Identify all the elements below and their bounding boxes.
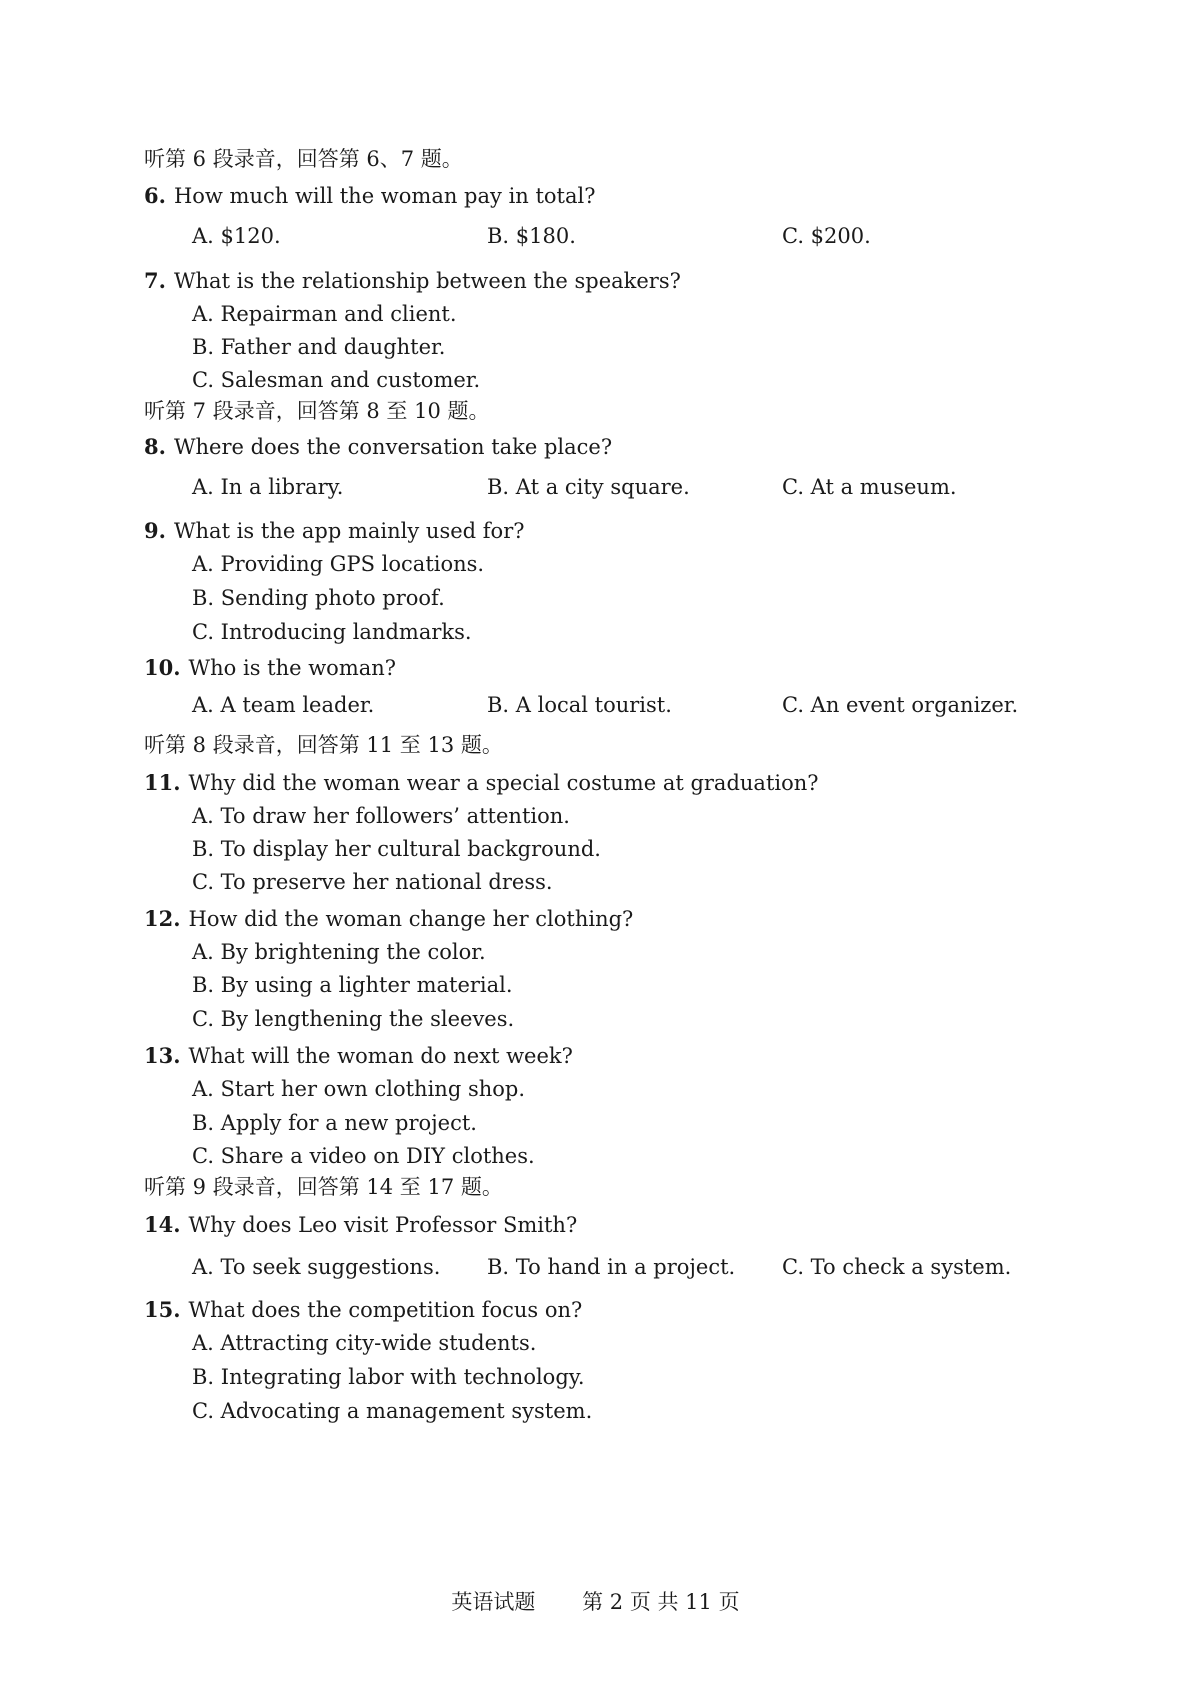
question-text: Where does the conversation take place? xyxy=(173,435,613,459)
option-8a: A. In a library. xyxy=(192,475,344,499)
question-14 xyxy=(144,1212,577,1238)
option-8b: B. At a city square. xyxy=(487,475,690,499)
option-14c: C. To check a system. xyxy=(782,1255,1012,1279)
footer-title: 英语试题 xyxy=(451,1590,536,1614)
option-15a: A. Attracting city-wide students. xyxy=(192,1331,537,1355)
question-number: 11. xyxy=(144,770,181,795)
question-number: 9. xyxy=(144,518,166,543)
question-13 xyxy=(144,1043,573,1069)
question-6 xyxy=(144,183,596,209)
option-9b: B. Sending photo proof. xyxy=(192,586,445,610)
question-8 xyxy=(144,434,612,460)
question-15 xyxy=(144,1297,582,1323)
question-number: 8. xyxy=(144,434,166,459)
question-number: 10. xyxy=(144,655,181,680)
question-10 xyxy=(144,655,396,681)
option-7a: A. Repairman and client. xyxy=(192,302,457,326)
option-10b: B. A local tourist. xyxy=(487,693,672,717)
option-12c: C. By lengthening the sleeves. xyxy=(192,1007,515,1031)
option-11b: B. To display her cultural background. xyxy=(192,837,601,861)
footer-page-number: 第 2 页 共 11 页 xyxy=(582,1590,740,1614)
question-number: 15. xyxy=(144,1297,181,1322)
option-13c: C. Share a video on DIY clothes. xyxy=(192,1144,535,1168)
question-number: 7. xyxy=(144,268,166,293)
question-text: What will the woman do next week? xyxy=(188,1044,573,1068)
question-7 xyxy=(144,268,681,294)
question-text: How much will the woman pay in total? xyxy=(173,184,596,208)
option-13b: B. Apply for a new project. xyxy=(192,1111,477,1135)
question-text: Who is the woman? xyxy=(188,656,397,680)
option-10a: A. A team leader. xyxy=(192,693,375,717)
page-footer xyxy=(0,1586,1191,1616)
section-heading-9: 听第 9 段录音，回答第 14 至 17 题。 xyxy=(144,1175,503,1199)
option-6c: C. $200. xyxy=(782,224,871,248)
option-11c: C. To preserve her national dress. xyxy=(192,870,553,894)
question-number: 6. xyxy=(144,183,166,208)
option-14a: A. To seek suggestions. xyxy=(192,1255,441,1279)
question-text: What is the app mainly used for? xyxy=(173,519,525,543)
option-9a: A. Providing GPS locations. xyxy=(192,552,485,576)
option-6b: B. $180. xyxy=(487,224,576,248)
question-11 xyxy=(144,770,819,796)
option-7b: B. Father and daughter. xyxy=(192,335,446,359)
question-12 xyxy=(144,906,633,932)
question-9 xyxy=(144,518,525,544)
question-number: 12. xyxy=(144,906,181,931)
section-heading-8: 听第 8 段录音，回答第 11 至 13 题。 xyxy=(144,733,503,757)
question-text: How did the woman change her clothing? xyxy=(188,907,634,931)
option-9c: C. Introducing landmarks. xyxy=(192,620,472,644)
question-text: What does the competition focus on? xyxy=(188,1298,583,1322)
section-heading-7: 听第 7 段录音，回答第 8 至 10 题。 xyxy=(144,399,490,423)
question-number: 13. xyxy=(144,1043,181,1068)
option-13a: A. Start her own clothing shop. xyxy=(192,1077,526,1101)
option-10c: C. An event organizer. xyxy=(782,693,1019,717)
option-6a: A. $120. xyxy=(192,224,281,248)
option-12a: A. By brightening the color. xyxy=(192,940,486,964)
question-text: Why does Leo visit Professor Smith? xyxy=(188,1213,578,1237)
question-number: 14. xyxy=(144,1212,181,1237)
option-11a: A. To draw her followers’ attention. xyxy=(192,804,570,828)
option-15c: C. Advocating a management system. xyxy=(192,1399,593,1423)
question-text: What is the relationship between the speakers? xyxy=(173,269,681,293)
option-15b: B. Integrating labor with technology. xyxy=(192,1365,585,1389)
section-heading-6: 听第 6 段录音，回答第 6、7 题。 xyxy=(144,147,463,171)
question-text: Why did the woman wear a special costume at graduation? xyxy=(188,771,819,795)
option-14b: B. To hand in a project. xyxy=(487,1255,736,1279)
option-12b: B. By using a lighter material. xyxy=(192,973,513,997)
option-7c: C. Salesman and customer. xyxy=(192,368,481,392)
option-8c: C. At a museum. xyxy=(782,475,957,499)
